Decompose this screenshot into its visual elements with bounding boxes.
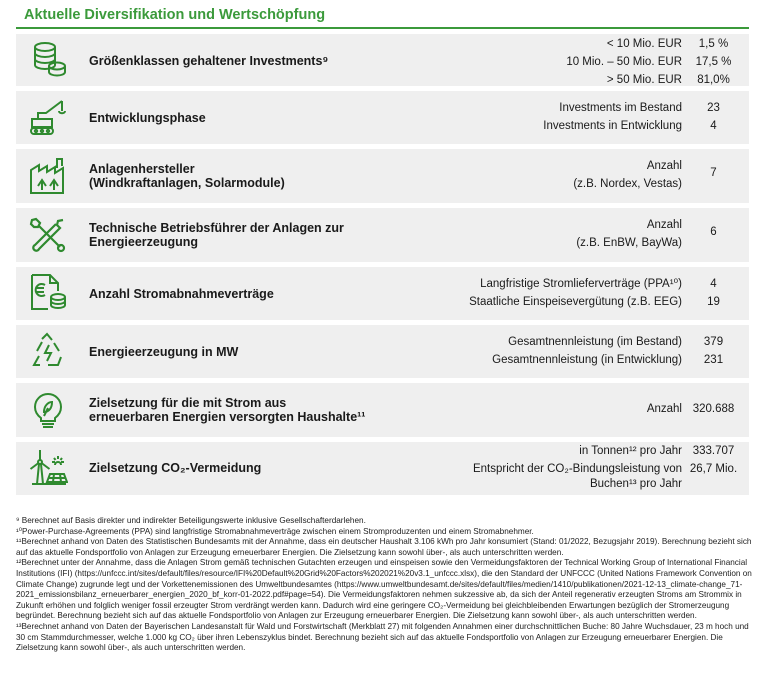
table-row bbox=[16, 149, 749, 203]
line-label: Entspricht der CO₂-Bindungsleistung von Buchen¹³ pro Jahr bbox=[472, 463, 682, 490]
line-value: 81,0% bbox=[697, 74, 730, 86]
line-label: (z.B. EnBW, BayWa) bbox=[576, 237, 682, 249]
line-value: 23 bbox=[707, 102, 720, 114]
coin-stack-icon bbox=[28, 40, 68, 80]
tools-icon bbox=[28, 215, 68, 255]
line-label: in Tonnen¹² pro Jahr bbox=[579, 445, 682, 457]
row-value: 7 bbox=[710, 167, 717, 179]
line-value: 333.707 bbox=[692, 445, 735, 457]
row-label: Energieerzeugung in MW bbox=[89, 345, 239, 359]
factory-icon bbox=[28, 156, 68, 196]
row-label: Technische Betriebsführer der Anlagen zur Energieerzeugung bbox=[89, 221, 344, 249]
footnotes bbox=[16, 516, 756, 654]
line-value: 379 bbox=[703, 336, 724, 348]
recycle-energy-icon bbox=[28, 331, 68, 371]
table-row bbox=[16, 34, 749, 86]
table-row bbox=[16, 442, 749, 495]
footnote: ⁹ Berechnet auf Basis direkter und indirekter Beteiligungswerte inklusive Gesellschafterdarlehen. bbox=[16, 516, 366, 525]
line-value: 19 bbox=[707, 296, 720, 308]
title-divider bbox=[16, 27, 749, 29]
euro-document-icon bbox=[28, 273, 68, 313]
metrics-table bbox=[16, 34, 749, 500]
line-label: > 50 Mio. EUR bbox=[606, 74, 682, 86]
footnote: ¹¹Berechnet anhand von Daten des Statistischen Bundesamts mit der Annahme, dass ein deutscher Haushalt 3.106 kWh pro Jahr konsumiert (Stand: 01/2022, Bezugsjahr 2019). Berechnung bezieht sich auf das aktuelle Fondsportfolio von Anlagen zur Erzeugung erneuerbarer Energien. Die Zielsetzung kann sowohl über-, als auch unterschritten werden. bbox=[16, 537, 752, 557]
footnote: ¹⁰Power-Purchase-Agreements (PPA) sind langfristige Stromabnahmeverträge zwischen einem Stromproduzenten und einem Stromabnehmer. bbox=[16, 526, 534, 536]
line-label: Investments im Bestand bbox=[559, 102, 682, 114]
line-label: Langfristige Stromlieferverträge (PPA¹⁰) bbox=[480, 278, 682, 290]
line-value: 4 bbox=[710, 120, 717, 132]
line-value: 17,5 % bbox=[695, 56, 732, 68]
lightbulb-leaf-icon bbox=[28, 390, 68, 430]
line-label: Staatliche Einspeisevergütung (z.B. EEG) bbox=[469, 296, 682, 308]
table-row bbox=[16, 383, 749, 437]
line-label: (z.B. Nordex, Vestas) bbox=[573, 178, 682, 190]
crane-vehicle-icon bbox=[28, 97, 68, 137]
row-label: Anlagenhersteller (Windkraftanlagen, Solarmodule) bbox=[89, 162, 285, 190]
row-value: 6 bbox=[710, 226, 717, 238]
line-value: 4 bbox=[710, 278, 717, 290]
line-value: 231 bbox=[703, 354, 724, 366]
row-label: Größenklassen gehaltener Investments⁹ bbox=[89, 54, 329, 68]
line-value: 26,7 Mio. bbox=[689, 463, 738, 475]
table-row bbox=[16, 267, 749, 320]
line-label: Anzahl bbox=[646, 160, 682, 172]
line-label: 10 Mio. – 50 Mio. EUR bbox=[566, 56, 682, 68]
table-row bbox=[16, 325, 749, 378]
line-value: 1,5 % bbox=[698, 38, 729, 50]
line-label: < 10 Mio. EUR bbox=[606, 38, 682, 50]
wind-solar-icon bbox=[28, 448, 68, 488]
line-label: Anzahl bbox=[646, 403, 682, 415]
section-title: Aktuelle Diversifikation und Wertschöpfung bbox=[24, 7, 326, 23]
line-label: Gesamtnennleistung (im Bestand) bbox=[508, 336, 682, 348]
table-row bbox=[16, 91, 749, 144]
footnote: ¹³Berechnet anhand von Daten der Bayerischen Landesanstalt für Wald und Forstwirtschaft (Merkblatt 27) mit folgenden Annahmen einer durchschnittlichen Buche: 80 Jahre Wuchsdauer, 23 m hoch und 30 cm Stammdurchmesser, welche 1.000 kg CO₂ über ihren Lebenszyklus bindet. Berechnung bezieht sich auf das aktuelle Fondsportfolio von Anlagen zur Erzeugung erneuerbarer Energien. Die Zielsetzung kann sowohl über-, als auch unterschritten werden. bbox=[16, 621, 749, 653]
footnote: ¹²Berechnet unter der Annahme, dass die Anlagen Strom gemäß technischen Gutachten erzeugen und einspeisen sowie den Vermeidungsfaktoren der Technical Working Group of International Financial Institutions (IFI) (https://unfccc.int/sites/default/files/resource/IFI%20Default%20Grid%20Factors%202021%20v3.1_unfccc.xlsx), die den Standard der UNFCCC (United Nations Framework Convention on Climate Change) zugrunde legt und der Vorkettenemissionen des Umweltbundesamtes (https://www.umweltbundesamt.de/sites/default/files/medien/1410/publikationen/2021-12-13_climate-change_71-2021_emissionsbilanz_erneuerbarer_energien_2020_bf_korr-01-2022.pdf#page=54). Die Vermeidungsfaktoren nehmen sukzessive ab, da sich der Anteil regenerativ erzeugten Stroms am Strommix in Zukunft erhöhen und folglich weniger fossil erzeugter Strom verdrängt werden kann. Dadurch wird eine geringere CO₂-Vermeidung bei gleichbleibenden Erwartungen bezüglich der Stromerzeugung begründet. Berechnung bezieht sich auf das aktuelle Fondsportfolio von Anlagen zur Erzeugung erneuerbarer Energien. Die Zielsetzung kann sowohl über-, als auch unterschritten werden. bbox=[16, 558, 752, 621]
row-label: Zielsetzung für die mit Strom aus erneuerbaren Energien versorgten Haushalte¹¹ bbox=[89, 396, 366, 424]
line-label: Anzahl bbox=[646, 219, 682, 231]
line-value: 320.688 bbox=[692, 403, 735, 415]
row-label: Zielsetzung CO₂-Vermeidung bbox=[89, 461, 262, 475]
row-label: Entwicklungsphase bbox=[89, 111, 206, 125]
line-label: Investments in Entwicklung bbox=[543, 120, 682, 132]
line-label: Gesamtnennleistung (in Entwicklung) bbox=[492, 354, 682, 366]
row-label: Anzahl Stromabnahmeverträge bbox=[89, 287, 274, 301]
table-row bbox=[16, 208, 749, 262]
